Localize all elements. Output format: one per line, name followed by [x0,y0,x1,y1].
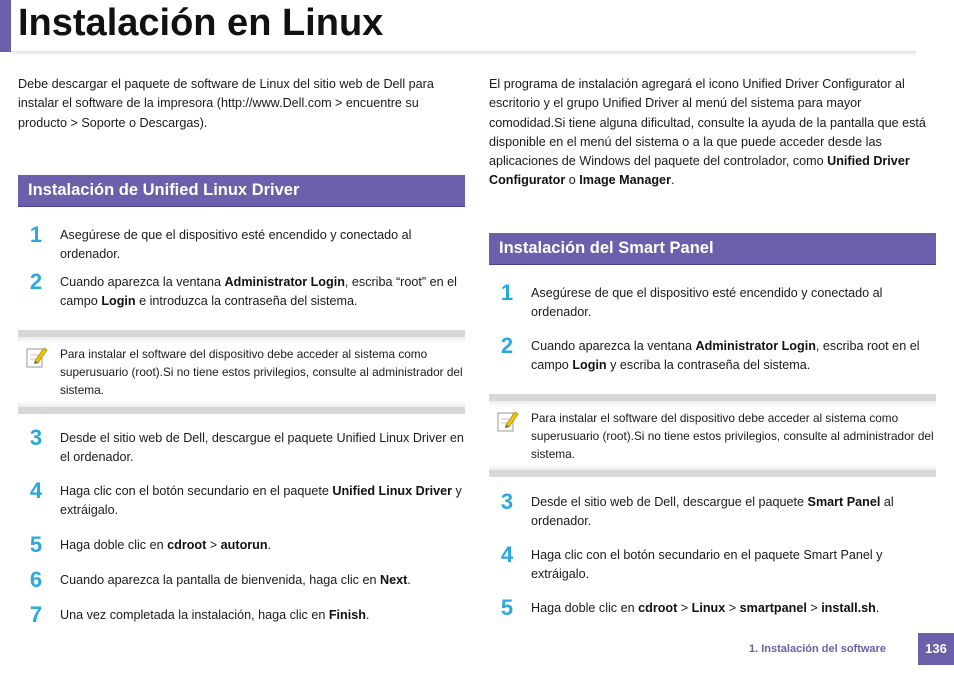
text-run: Asegúrese de que el dispositivo esté encendido y conectado al ordenador. [531,286,883,319]
step-text [60,606,466,625]
bold-term: Login [572,357,607,372]
bold-term: Administrator Login [224,275,345,289]
step-number: 1 [29,222,43,247]
step-text [531,599,937,618]
step-text [60,273,466,310]
step-number: 2 [29,269,43,294]
bold-term: smartpanel [739,601,807,615]
text-run: > [806,601,822,615]
step-text [60,429,466,466]
bold-term: autorun [220,538,268,552]
step-number: 3 [500,489,514,514]
title-accent-bar [0,0,11,52]
text-run: Haga doble clic en [531,601,639,615]
page-number-badge: 136 [918,633,954,665]
step-number: 7 [29,602,43,627]
step-number: 2 [500,333,514,358]
step-number: 5 [500,595,514,620]
section-header-unified-linux-driver: Instalación de Unified Linux Driver [18,175,465,207]
note-pencil-icon [497,409,519,433]
step-number: 4 [500,542,514,567]
text-run: . [267,538,272,552]
text-run: Desde el sitio web de Dell, descargue el paquete [531,495,808,509]
text-run: > [725,601,740,615]
note-pencil-icon [26,345,48,369]
text-run: Una vez completada la instalación, haga clic en [60,608,329,622]
text-run: Cuando aparezca la ventana [531,339,696,353]
page-title: Instalación en Linux [18,2,384,44]
text-run: . [875,601,880,615]
step-text [60,571,466,590]
bold-term: Finish [328,608,366,622]
text-run: Asegúrese de que el dispositivo esté encendido y conectado al ordenador. [60,228,412,261]
footer-section-label: 1. Instalación del software [749,643,886,655]
text-run: o [565,173,580,188]
step-text [531,337,937,374]
text-run: . [670,173,675,188]
text-run: Cuando aparezca la ventana [60,275,225,289]
text-run: Cuando aparezca la pantalla de bienvenida, haga clic en [60,573,380,587]
text-run: > [206,538,221,552]
bold-term: Unified Linux Driver [332,484,453,498]
note-text: Para instalar el software del dispositivo debe acceder al sistema como superusuario (root).Si no tiene estos privilegios, consulte al administrador del sistema. [60,347,463,397]
step-number: 6 [29,567,43,592]
text-run: El programa de instalación agregará el icono Unified Driver Configurator al escritorio y el grupo Unified Driver al menú del sistema para mayor comodidad.Si tiene alguna dificultad, consulte la ayuda de la pantalla que está disponible en el menú del sistema o a la que puede acceder desde las aplicaciones de Windows del paquete del controlador, como [489,77,926,169]
step-text [531,546,937,583]
left-intro-paragraph: Debe descargar el paquete de software de Linux del sitio web de Dell para instalar el software de la impresora (http://www.Dell.com > encuentre su producto > Soporte o Descargas). [18,77,434,130]
bold-term: install.sh [821,601,876,615]
bold-term: cdroot [167,538,207,552]
step-text [531,284,937,321]
step-number: 3 [29,425,43,450]
text-run: y extráigalo. [60,484,462,517]
text-run: Haga clic con el botón secundario en el paquete [60,484,333,498]
text-run: Desde el sitio web de Dell, descargue el paquete Unified Linux Driver en el ordenador. [60,431,464,464]
bold-term: Next [379,573,408,587]
bold-term: Unified Driver Configurator [489,154,910,188]
title-divider [11,51,916,56]
text-run: al ordenador. [531,495,894,528]
right-intro-paragraph [489,75,936,191]
step-number: 1 [500,280,514,305]
step-text [60,482,466,519]
text-run: > [677,601,692,615]
text-run: . [365,608,370,622]
step-number: 4 [29,478,43,503]
section-header-smart-panel: Instalación del Smart Panel [489,233,936,265]
text-run: , escriba root en el campo [531,339,920,372]
note-text: Para instalar el software del dispositivo debe acceder al sistema como superusuario (root).Si no tiene estos privilegios, consulte al administrador del sistema. [531,411,934,461]
text-run: . [407,573,411,587]
text-run: Haga clic con el botón secundario en el paquete Smart Panel y extráigalo. [531,548,883,581]
step-text [531,493,937,530]
step-text [60,536,466,555]
text-run: , escriba “root” en el campo [60,275,457,308]
right-note-box [489,394,936,477]
step-text [60,226,466,263]
text-run: e introduzca la contraseña del sistema. [135,293,358,308]
text-run: Haga doble clic en [60,538,168,552]
bold-term: Linux [691,601,726,615]
bold-term: Image Manager [579,173,671,188]
bold-term: Administrator Login [695,339,816,353]
step-number: 5 [29,532,43,557]
left-note-box [18,330,465,414]
bold-term: cdroot [638,601,678,615]
bold-term: Login [101,293,136,308]
text-run: y escriba la contraseña del sistema. [606,357,811,372]
bold-term: Smart Panel [807,495,881,509]
